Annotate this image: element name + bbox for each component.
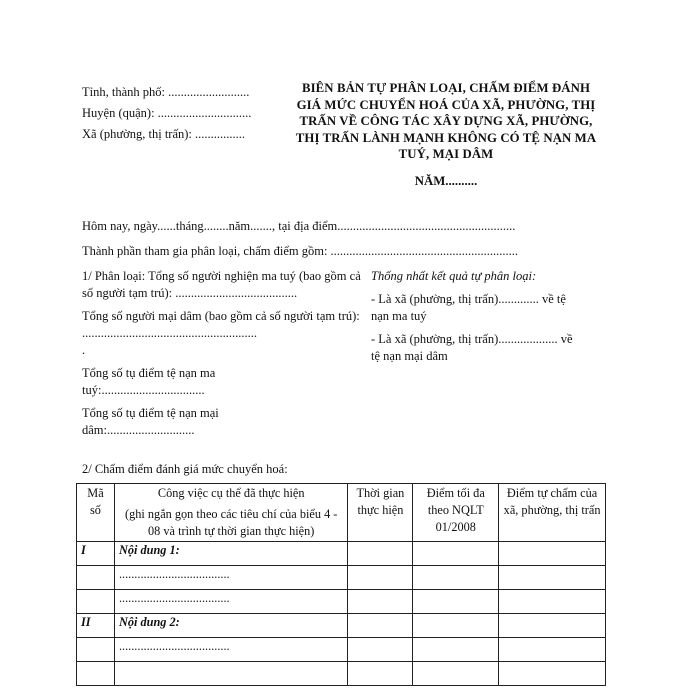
row-self-score (499, 638, 606, 662)
row-self-score (499, 614, 606, 638)
prostitution-result: - Là xã (phường, thị trấn)................... về tệ nạn mại dâm (371, 332, 573, 363)
row-time (348, 542, 413, 566)
title-line: TRẤN VỀ CÔNG TÁC XÂY DỰNG XÃ, PHƯỜNG, (299, 114, 593, 128)
row-code (77, 638, 115, 662)
row-self-score (499, 662, 606, 686)
participants-line: Thành phần tham gia phân loại, chấm điểm gồm: ............................................................ (82, 244, 519, 258)
table-row (77, 662, 606, 686)
row-max-score (413, 662, 499, 686)
task-header-title: Công việc cụ thể đã thực hiện (157, 486, 305, 500)
addicts-count: 1/ Phân loại: Tổng số người nghiện ma tuý (bao gồm cả số người tạm trú): ....................................... (82, 269, 361, 300)
row-max-score (413, 590, 499, 614)
row-code: II (77, 614, 115, 638)
row-code (77, 566, 115, 590)
title-line: TUÝ, MẠI DÂM (398, 147, 494, 161)
col-header-self-score: Điểm tự chấm của xã, phường, thị trấn (499, 484, 606, 542)
row-time (348, 590, 413, 614)
row-code (77, 590, 115, 614)
drug-result: - Là xã (phường, thị trấn)............. về tệ nạn ma tuý (371, 292, 566, 323)
district-line: Huyện (quận): .............................. (82, 106, 252, 120)
col-header-task (114, 484, 348, 542)
col-header-max-score: Điểm tối đa theo NQLT 01/2008 (413, 484, 499, 542)
scoring-table (76, 483, 606, 686)
classification-column (82, 268, 362, 445)
row-self-score (499, 566, 606, 590)
row-self-score (499, 590, 606, 614)
row-task: .................................... (114, 566, 348, 590)
task-header-note: (ghi ngắn gọn theo các tiêu chí của biểu 4 - 08 và trình tự thời gian thực hiện) (125, 507, 338, 538)
row-max-score (413, 542, 499, 566)
year-line: NĂM.......... (414, 174, 478, 188)
prostitutes-tail: . (82, 343, 86, 357)
province-line: Tỉnh, thành phố: .......................... (82, 85, 250, 99)
prostitution-hotspots-count: Tổng số tụ điểm tệ nạn mại dâm:............................ (82, 406, 219, 437)
table-row (77, 542, 606, 566)
row-max-score (413, 638, 499, 662)
row-time (348, 566, 413, 590)
row-time (348, 614, 413, 638)
table-row (77, 590, 606, 614)
col-header-time: Thời gian thực hiện (348, 484, 413, 542)
table-row (77, 638, 606, 662)
row-max-score (413, 614, 499, 638)
table-header-row (77, 484, 606, 542)
location-header (82, 82, 251, 145)
row-self-score (499, 542, 606, 566)
row-max-score (413, 566, 499, 590)
document-title (285, 80, 607, 163)
row-time (348, 638, 413, 662)
row-task: Nội dung 2: (114, 614, 348, 638)
result-heading: Thống nhất kết quả tự phân loại: (371, 269, 537, 283)
col-header-no: Mã số (77, 484, 115, 542)
prostitutes-count: Tổng số người mại dâm (bao gồm cả số người tạm trú): ........................................................ (82, 309, 360, 340)
table-row (77, 566, 606, 590)
drug-hotspots-count: Tổng số tụ điểm tệ nạn ma tuý:................................. (82, 366, 216, 397)
row-code (77, 662, 115, 686)
row-task: .................................... (114, 590, 348, 614)
row-task (114, 662, 348, 686)
commune-line: Xã (phường, thị trấn): ................ (82, 127, 246, 141)
date-location-line: Hôm nay, ngày......tháng........năm......., tại địa điểm......................................................... (82, 219, 516, 233)
row-task: .................................... (114, 638, 348, 662)
section2-heading: 2/ Chấm điểm đánh giá mức chuyển hoá: (82, 462, 288, 476)
title-line: BIÊN BẢN TỰ PHÂN LOẠI, CHẤM ĐIỂM ĐÁNH (301, 81, 591, 95)
title-line: THỊ TRẤN LÀNH MẠNH KHÔNG CÓ TỆ NẠN MA (295, 130, 597, 145)
row-task: Nội dung 1: (114, 542, 348, 566)
row-time (348, 662, 413, 686)
result-column (371, 268, 586, 371)
row-code: I (77, 542, 115, 566)
title-line: GIÁ MỨC CHUYỂN HOÁ CỦA XÃ, PHƯỜNG, THỊ (296, 97, 596, 112)
table-row (77, 614, 606, 638)
